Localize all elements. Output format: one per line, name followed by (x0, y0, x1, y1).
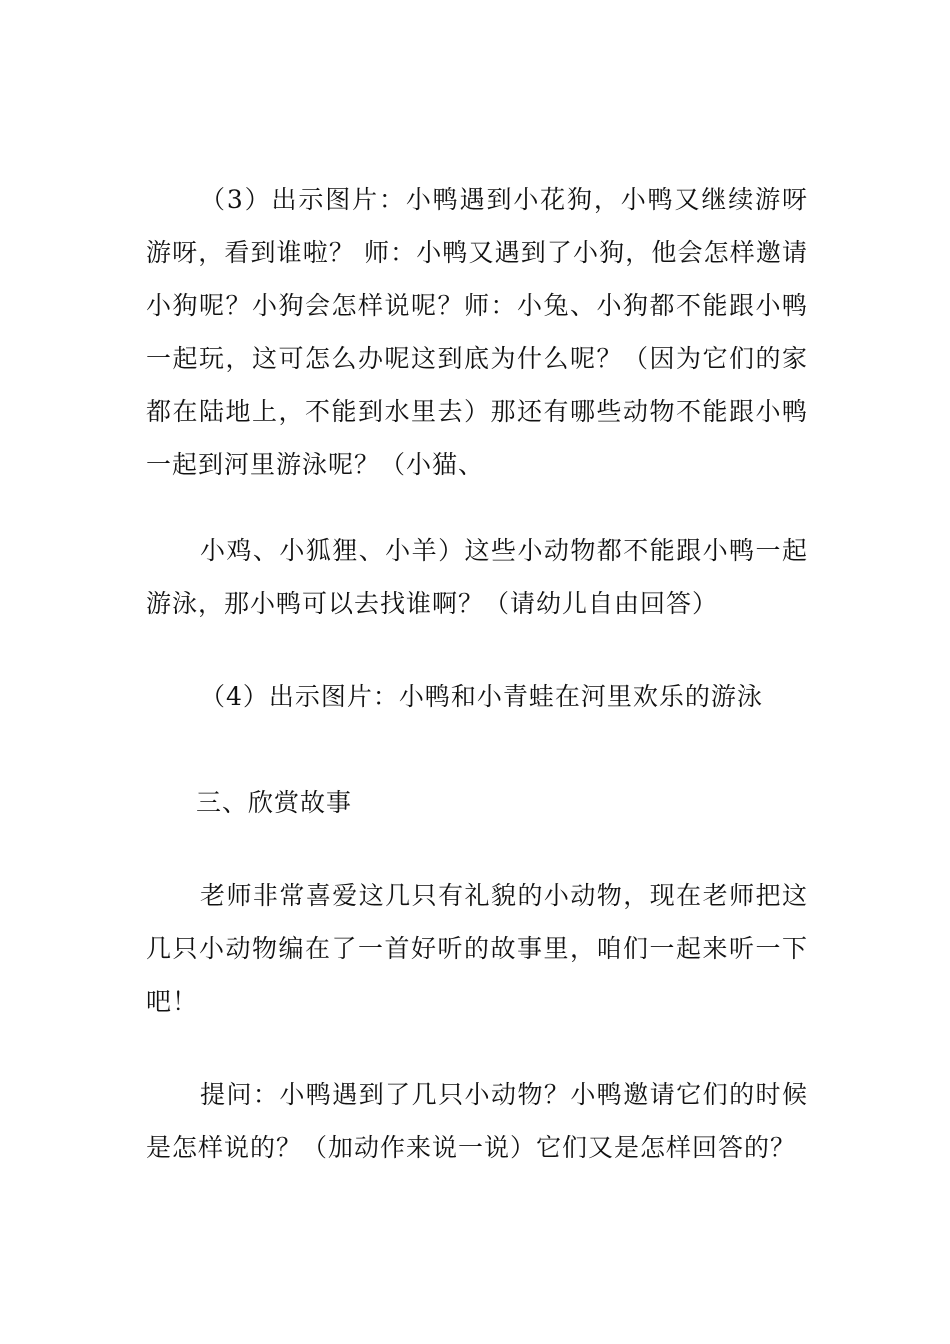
paragraph-story-intro: 老师非常喜爱这几只有礼貌的小动物，现在老师把这几只小动物编在了一首好听的故事里，咱们一起来听一下吧！ (146, 881, 808, 1016)
section-heading-story: 三、欣赏故事 (196, 788, 353, 817)
paragraph-step-4: （4）出示图片：小鸭和小青蛙在河里欢乐的游泳 (200, 682, 763, 711)
paragraph-step-3: （3）出示图片：小鸭遇到小花狗，小鸭又继续游呀游呀，看到谁啦？ 师：小鸭又遇到了小狗，他会怎样邀请小狗呢？小狗会怎样说呢？师：小兔、小狗都不能跟小鸭一起玩，这可怎么办呢这到底为什么呢？（因为它们的家都在陆地上，不能到水里去）那还有哪些动物不能跟小鸭一起到河里游泳呢？（小猫、 (146, 185, 808, 479)
paragraph-step-3-continued: 小鸡、小狐狸、小羊）这些小动物都不能跟小鸭一起游泳，那小鸭可以去找谁啊？（请幼儿自由回答） (146, 536, 808, 618)
paragraph-questions: 提问：小鸭遇到了几只小动物？小鸭邀请它们的时候是怎样说的？（加动作来说一说）它们又是怎样回答的？ (146, 1080, 808, 1162)
